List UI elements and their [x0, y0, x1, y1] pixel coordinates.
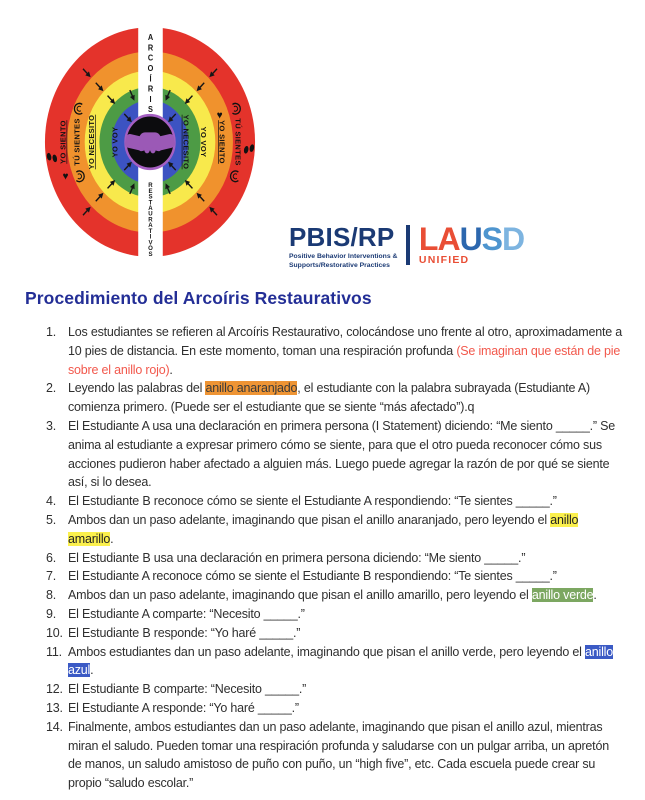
wheel-band-letter: V — [148, 239, 153, 247]
step-text-segment: El Estudiante B responde: “Yo haré _____.” — [68, 625, 301, 640]
step-item — [0, 605, 645, 624]
wheel-band-letter: I — [149, 94, 152, 104]
lausd-logo-text — [418, 221, 525, 257]
steps-list — [0, 323, 645, 793]
wheel-band-letter: U — [148, 210, 153, 218]
heart-icon: ♥ — [62, 171, 69, 183]
step-item — [0, 323, 645, 379]
step-text — [68, 643, 623, 681]
heart-icon: ♥ — [216, 110, 223, 122]
step-number: 14. — [46, 719, 63, 734]
wheel-band-letter: S — [148, 193, 153, 201]
wheel-band-letter: O — [147, 63, 154, 74]
wheel-label-right-yo-siento: YO SIENTO — [217, 120, 227, 164]
step-text-segment: Los estudiantes se refieren al Arcoíris Restaurativo, colocándose uno frente al otro, aproximadamente a 10 pies de distancia. En este momento, toman una respiración profunda — [68, 325, 623, 358]
step-number: 12. — [46, 682, 63, 697]
step-text-segment: , el estudiante con la palabra subrayada (Estudiante A) comienza primero. (Puede ser el estudiante que se siente “más afectado”).q — [68, 381, 590, 415]
pbis-subtitle-line1: Positive Behavior Interventions & — [289, 253, 398, 260]
step-item — [0, 643, 645, 681]
step-item — [0, 586, 645, 605]
step-text-segment: . — [169, 362, 173, 377]
step-text — [68, 417, 623, 492]
restorative-rainbow-diagram — [42, 24, 258, 265]
wheel-band-letter: O — [148, 244, 153, 253]
wheel-label-left-yo-necesito: YO NECESITO — [87, 114, 96, 170]
wheel-band-letter: A — [148, 222, 153, 230]
step-item — [0, 417, 645, 492]
wheel-band-letter: R — [147, 84, 154, 94]
step-text-segment: Leyendo las palabras del — [68, 381, 206, 396]
step-text — [68, 624, 623, 643]
step-text-segment: El Estudiante A reconoce cómo se siente el Estudiante B respondiendo: “Te sientes _____.” — [68, 569, 557, 584]
step-item — [0, 492, 645, 511]
step-item — [0, 379, 645, 417]
lausd-la: LA — [418, 221, 460, 257]
wheel-band-letter: C — [147, 53, 154, 63]
wheel-label-right-tu-sientes: TÚ SIENTES — [233, 118, 243, 166]
step-number: 9. — [46, 606, 57, 621]
step-item — [0, 624, 645, 643]
step-text-hl-orange: anillo anaranjado — [205, 381, 298, 396]
step-text — [68, 718, 623, 793]
lausd-u: U — [459, 221, 482, 257]
wheel-band-letter: R — [147, 43, 154, 53]
band-word-bottom — [148, 182, 153, 258]
step-text — [68, 323, 623, 379]
pbis-rp-logo-text: PBIS/RP — [289, 222, 395, 252]
step-number: 8. — [46, 588, 57, 603]
lausd-d: D — [502, 221, 525, 257]
step-text — [68, 492, 623, 511]
lausd-s: S — [481, 221, 503, 257]
step-text-segment: Finalmente, ambos estudiantes dan un paso adelante, imaginando que pisan el anillo azul, mientras miran el saludo. Pueden tomar una respiración profunda y saludarse con un pulgar arriba, un apretón de manos, un saludo amistoso de puño con puño, un “high five”, etc. Cada escuela puede crear su propio “saludo escolar.” — [68, 719, 609, 791]
wheel-label-left-yo-voy: YO VOY — [110, 126, 120, 158]
step-text-segment: Ambos dan un paso adelante, imaginando que pisan el anillo amarillo, pero leyendo el — [68, 588, 532, 603]
wheel-label-right-yo-voy: YO VOY — [199, 126, 208, 158]
step-text-hl-yellow: anillo amarillo — [68, 512, 579, 546]
wheel-band-letter: T — [148, 227, 153, 236]
step-item — [0, 567, 645, 586]
step-text-segment: El Estudiante A usa una declaración en primera persona (I Statement) diciendo: “Me siento _____.” Se anima al estudiante a expresar primero cómo se siente, para que el otro pueda reconocer cómo sus acciones pudieron haber afectado a alguien más. Luego puede agregar la razón de por qué se siente así, si lo desea. — [68, 418, 615, 490]
wheel-label-left-tu-sientes: TÚ SIENTES — [72, 118, 82, 166]
page-title: Procedimiento del Arcoíris Restaurativos — [25, 288, 372, 308]
step-text — [68, 680, 623, 699]
step-text-segment: Ambos dan un paso adelante, imaginando que pisan el anillo anaranjado, pero leyendo el — [68, 512, 551, 527]
lausd-logo — [418, 221, 525, 267]
wheel-label-left-yo-siento: YO SIENTO — [58, 120, 68, 164]
step-number: 6. — [46, 550, 57, 565]
step-text — [68, 379, 623, 417]
step-text-red: (Se imaginan que están de pie sobre el anillo rojo) — [68, 343, 621, 377]
wheel-band-letter: T — [148, 199, 153, 207]
step-number: 5. — [46, 512, 57, 527]
step-text-segment: . — [110, 531, 114, 546]
step-text-segment: El Estudiante B comparte: “Necesito _____.” — [68, 682, 307, 697]
wheel-band-letter: A — [147, 32, 154, 43]
step-number: 11. — [46, 644, 62, 659]
wheel-band-letter: R — [148, 216, 153, 224]
step-item — [0, 549, 645, 568]
step-text — [68, 586, 623, 605]
header-area — [0, 0, 645, 284]
step-number: 13. — [46, 700, 63, 715]
step-text-segment: . — [90, 663, 94, 678]
step-number: 2. — [46, 381, 57, 396]
step-text — [68, 549, 623, 568]
logo-divider — [406, 225, 410, 265]
step-text-segment: El Estudiante A comparte: “Necesito _____.” — [68, 606, 305, 621]
step-item — [0, 699, 645, 718]
step-text-segment: . — [593, 588, 597, 603]
wheel-label-right-yo-necesito: YO NECESITO — [181, 114, 191, 170]
lausd-unified-text: UNIFIED — [418, 254, 470, 267]
step-text-segment: Ambos estudiantes dan un paso adelante, imaginando que pisan el anillo verde, pero leyendo el — [68, 644, 585, 659]
step-text-segment: El Estudiante A responde: “Yo haré _____.” — [68, 700, 299, 715]
wheel-band-letter: E — [148, 187, 153, 195]
pbis-lausd-logo — [289, 221, 525, 271]
step-text — [68, 567, 623, 586]
step-text-segment: El Estudiante B reconoce cómo se siente el Estudiante A respondiendo: “Te sientes _____.” — [68, 494, 557, 509]
rainbow-wheel-svg — [42, 24, 258, 260]
step-number: 7. — [46, 569, 57, 584]
pbis-subtitle-line2: Supports/Restorative Practices — [289, 261, 390, 269]
step-item — [0, 511, 645, 549]
step-item — [0, 680, 645, 699]
step-text — [68, 605, 623, 624]
step-number: 3. — [46, 418, 57, 433]
step-text-segment: El Estudiante B usa una declaración en primera persona diciendo: “Me siento _____.” — [68, 550, 526, 565]
wheel-band-letter: R — [148, 181, 153, 190]
wheel-band-letter: A — [148, 204, 153, 213]
step-item — [0, 718, 645, 793]
step-text — [68, 511, 623, 549]
pbis-rp-logo — [289, 224, 397, 271]
pbis-rp-logo-subtitle — [289, 253, 397, 271]
step-text-hl-green: anillo verde — [531, 588, 594, 603]
wheel-band-letter: S — [148, 104, 153, 115]
step-number: 1. — [46, 325, 57, 339]
step-number: 10. — [46, 625, 63, 640]
step-number: 4. — [46, 494, 57, 509]
step-text — [68, 699, 623, 718]
step-text-hl-blue: anillo azul — [68, 644, 613, 678]
wheel-band-letter: S — [148, 250, 153, 259]
wheel-band-letter: Í — [149, 73, 152, 84]
wheel-band-letter: I — [149, 233, 152, 241]
